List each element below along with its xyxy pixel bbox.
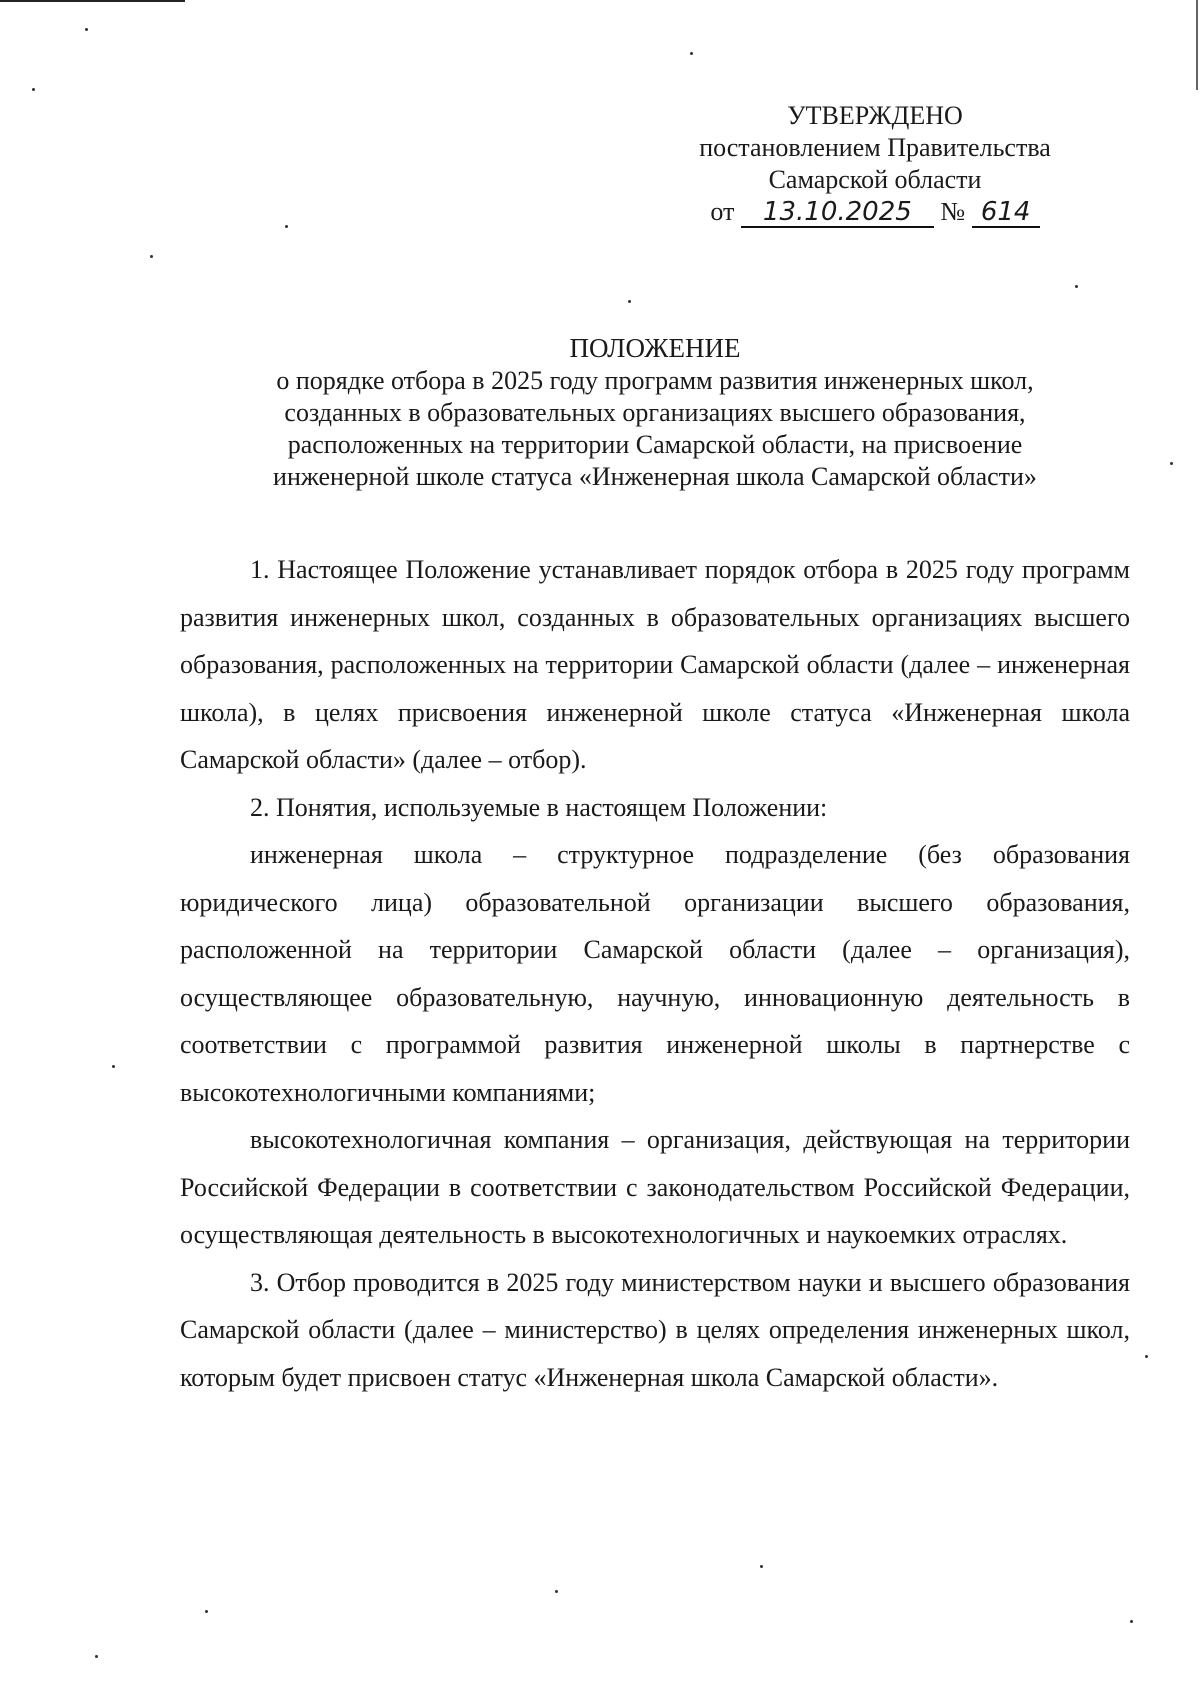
definition-engineering-school: инженерная школа – структурное подразделение (без образования юридического лица) образовательной организации высшего образования, расположенной на территории Самарской области (далее – организация), осуществляющее образовательную, научную, инновационную деятельность в соответствии с программой развития инженерной школы в партнерстве с высокотехнологичными компаниями; xyxy=(180,840,1130,1107)
document-title-block xyxy=(180,332,1130,493)
handwritten-number: 614 xyxy=(972,198,1040,228)
document-subtitle-line: о порядке отбора в 2025 году программ развития инженерных школ, xyxy=(276,366,1034,395)
scan-speck xyxy=(1130,1620,1133,1623)
document-body xyxy=(180,546,1130,1401)
number-prefix: № xyxy=(940,197,966,226)
scan-speck xyxy=(112,1065,115,1068)
scan-speck xyxy=(1145,1355,1148,1358)
scan-speck xyxy=(1170,462,1173,465)
scan-speck xyxy=(150,255,153,258)
document-subtitle-line: созданных в образовательных организациях высшего образования, xyxy=(284,398,1026,427)
scan-edge-right xyxy=(1196,0,1198,90)
paragraph-1: 1. Настоящее Положение устанавливает порядок отбора в 2025 году программ развития инженерных школ, созданных в образовательных организациях высшего образования, расположенных на территории Самарской области (далее – инженерная школа), в целях присвоения инженерной школе статуса «Инженерная школа Самарской области» (далее – отбор). xyxy=(180,555,1130,774)
scan-speck xyxy=(1075,285,1078,288)
scan-speck xyxy=(555,1590,558,1593)
scan-speck xyxy=(285,225,288,228)
scan-speck xyxy=(690,52,693,55)
approval-date-line xyxy=(640,196,1110,228)
paragraph-3: 3. Отбор проводится в 2025 году министерством науки и высшего образования Самарской области (далее – министерство) в целях определения инженерных школ, которым будет присвоен статус «Инженерная школа Самарской области». xyxy=(180,1267,1130,1392)
scan-speck xyxy=(85,28,88,31)
approval-status: УТВЕРЖДЕНО xyxy=(787,101,963,130)
scan-speck xyxy=(32,88,35,91)
scan-speck xyxy=(205,1610,208,1613)
approval-line-1: постановлением Правительства xyxy=(699,133,1051,162)
date-prefix: от xyxy=(710,197,735,226)
document-heading: ПОЛОЖЕНИЕ xyxy=(569,333,741,363)
scan-speck xyxy=(95,1655,98,1658)
handwritten-date: 13.10.2025 xyxy=(741,198,934,228)
document-subtitle-line: расположенных на территории Самарской области, на присвоение xyxy=(287,430,1023,459)
approval-line-2: Самарской области xyxy=(768,165,982,194)
paragraph-2: 2. Понятия, используемые в настоящем Положении: xyxy=(250,792,828,822)
definition-hightech-company: высокотехнологичная компания – организация, действующая на территории Российской Федерации в соответствии с законодательством Российской Федерации, осуществляющая деятельность в высокотехнологичных и наукоемких отраслях. xyxy=(180,1125,1130,1249)
approval-stamp-block xyxy=(640,100,1110,228)
scan-speck xyxy=(628,300,631,303)
scan-speck xyxy=(760,1565,763,1568)
document-subtitle-line: инженерной школе статуса «Инженерная школа Самарской области» xyxy=(273,462,1037,491)
scan-edge-top xyxy=(0,0,185,2)
